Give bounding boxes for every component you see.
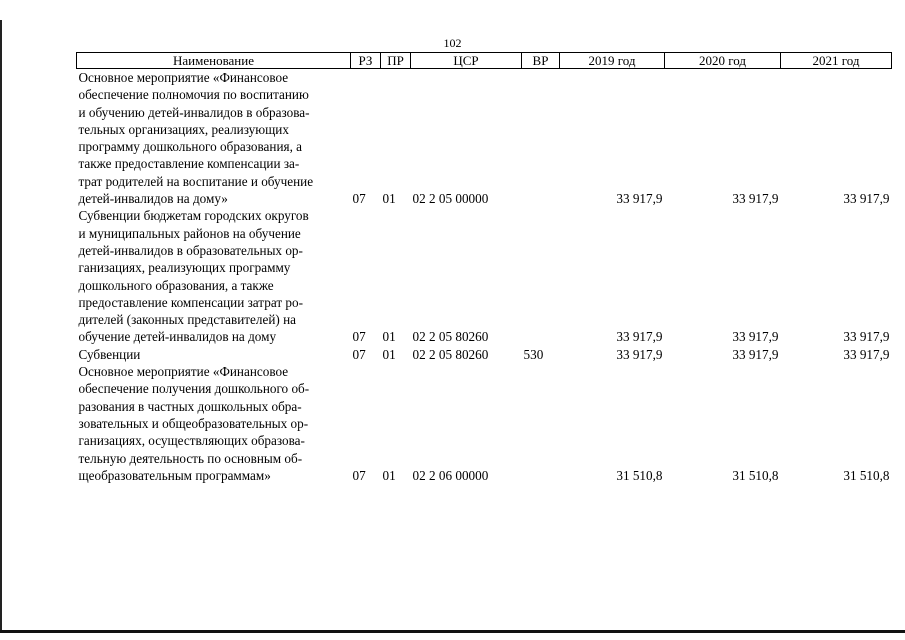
- header-rz: РЗ: [351, 53, 381, 69]
- table-row: [77, 207, 892, 345]
- row-name-line: трат родителей на воспитание и обучение: [78, 173, 314, 189]
- row-name-line: обеспечение получения дошкольного об-: [78, 381, 310, 397]
- header-vr: ВР: [522, 53, 560, 69]
- row-name-line: обеспечение полномочия по воспитанию: [78, 87, 309, 103]
- row-vr: [522, 69, 560, 208]
- row-2021: 33 917,9: [843, 191, 890, 207]
- row-name-line: щеобразовательным программам»: [78, 467, 271, 483]
- row-csr: 02 2 06 00000: [412, 467, 489, 483]
- row-name-line: ганизациях, реализующих программу: [78, 260, 291, 276]
- row-csr: 02 2 05 80260: [412, 346, 489, 362]
- row-rz: 07: [352, 467, 366, 483]
- row-name-line: также предоставление компенсации за-: [78, 156, 300, 172]
- header-2019: 2019 год: [560, 53, 665, 69]
- scan-edge-left: [0, 20, 2, 632]
- row-csr: 02 2 05 00000: [412, 191, 489, 207]
- row-name-line: и муниципальных районов на обучение: [78, 225, 301, 241]
- row-2020: 31 510,8: [732, 467, 779, 483]
- budget-table: [76, 52, 892, 484]
- table-row: [77, 346, 892, 363]
- row-name-line: дителей (законных представителей) на: [78, 312, 296, 328]
- row-name-line: тельных организациях, реализующих: [78, 121, 289, 137]
- table-row: [77, 69, 892, 208]
- row-2020: 33 917,9: [732, 191, 779, 207]
- row-vr: 530: [523, 346, 544, 362]
- row-name-line: Субвенции бюджетам городских округов: [78, 208, 309, 224]
- row-name-line: и обучению детей-инвалидов в образова-: [78, 104, 310, 120]
- header-csr: ЦСР: [411, 53, 522, 69]
- row-pr: 01: [382, 329, 396, 345]
- row-name-line: обучение детей-инвалидов на дому: [78, 329, 277, 345]
- row-name-line: зовательных и общеобразовательных ор-: [78, 415, 309, 431]
- row-vr: [522, 207, 560, 345]
- row-name-line: предоставление компенсации затрат ро-: [78, 294, 303, 310]
- row-name-line: детей-инвалидов на дому»: [78, 191, 228, 207]
- row-pr: 01: [382, 191, 396, 207]
- row-name: [77, 207, 351, 345]
- table-header-row: [77, 53, 892, 69]
- scan-edge-bottom: [0, 630, 905, 633]
- row-2020: 33 917,9: [732, 346, 779, 362]
- row-name: [77, 69, 351, 208]
- row-name: [77, 363, 351, 484]
- row-csr: 02 2 05 80260: [412, 329, 489, 345]
- row-name-line: ганизациях, осуществляющих образова-: [78, 433, 305, 449]
- row-name-line: Субвенции: [78, 346, 141, 362]
- row-2021: 33 917,9: [843, 346, 890, 362]
- row-2019: 31 510,8: [616, 467, 663, 483]
- header-name: Наименование: [77, 53, 351, 69]
- row-name-line: тельную деятельность по основным об-: [78, 450, 303, 466]
- row-2019: 33 917,9: [616, 191, 663, 207]
- header-2021: 2021 год: [781, 53, 892, 69]
- row-name-line: детей-инвалидов в образовательных ор-: [78, 242, 303, 258]
- header-pr: ПР: [381, 53, 411, 69]
- header-2020: 2020 год: [665, 53, 781, 69]
- row-name: [77, 346, 351, 363]
- row-2021: 33 917,9: [843, 329, 890, 345]
- row-vr: [522, 363, 560, 484]
- row-name-line: программу дошкольного образования, а: [78, 139, 303, 155]
- row-rz: 07: [352, 346, 366, 362]
- row-name-line: разования в частных дошкольных обра-: [78, 398, 302, 414]
- row-pr: 01: [382, 467, 396, 483]
- row-2019: 33 917,9: [616, 346, 663, 362]
- row-2020: 33 917,9: [732, 329, 779, 345]
- row-rz: 07: [352, 329, 366, 345]
- row-pr: 01: [382, 346, 396, 362]
- row-name-line: Основное мероприятие «Финансовое: [78, 70, 289, 85]
- row-name-line: дошкольного образования, а также: [78, 277, 274, 293]
- row-2019: 33 917,9: [616, 329, 663, 345]
- page-number: 102: [443, 36, 462, 50]
- row-2021: 31 510,8: [843, 467, 890, 483]
- row-name-line: Основное мероприятие «Финансовое: [78, 364, 289, 380]
- row-rz: 07: [352, 191, 366, 207]
- table-row: [77, 363, 892, 484]
